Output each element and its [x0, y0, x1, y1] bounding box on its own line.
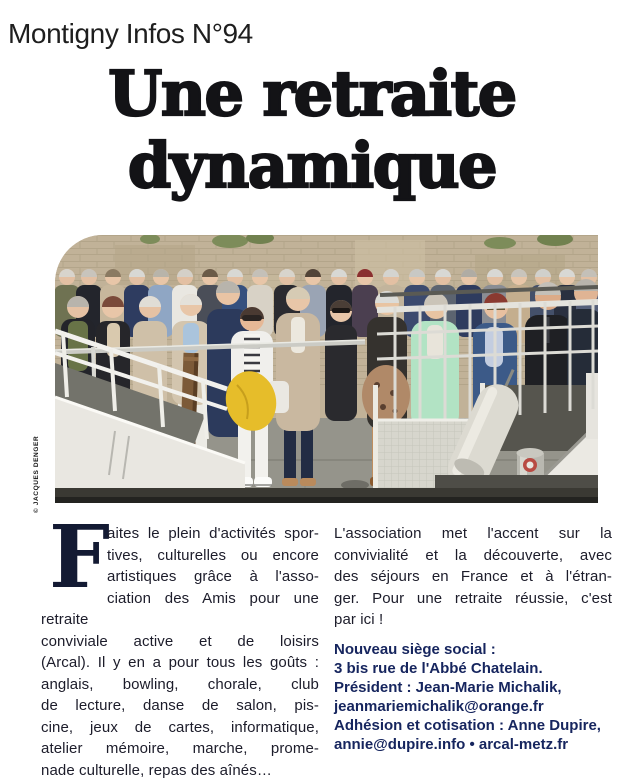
body-text-line: conviviale active et de loisirs — [41, 631, 319, 653]
group-photo-illustration — [55, 235, 598, 503]
body-text-line: ciation des Amis pour une retraite — [41, 588, 319, 631]
group-photo — [55, 235, 598, 503]
body-text-line: ger. Pour une retraite réussie, c'est — [334, 588, 612, 610]
body-text-line: par ici ! — [334, 609, 612, 631]
body-text-line: aites le plein d'activités spor- — [41, 523, 319, 545]
contact-text-line: annie@dupire.info • arcal-metz.fr — [334, 735, 612, 754]
headline-line-2: dynamique — [0, 130, 624, 202]
body-text-line: artistiques grâce à l'asso- — [41, 566, 319, 588]
contact-text-line: Nouveau siège social : — [334, 640, 612, 659]
body-text-line: tives, culturelles ou encore — [41, 545, 319, 567]
contact-text-line: Président : Jean-Marie Michalik, — [334, 678, 612, 697]
body-text-line: L'association met l'accent sur la — [334, 523, 612, 545]
column2-text — [334, 523, 612, 631]
body-text-line: nade culturelle, repas des aînés… — [41, 760, 319, 781]
contact-block — [334, 640, 612, 754]
article-headline — [0, 58, 624, 202]
drop-cap: F — [49, 526, 99, 590]
body-text-line: des séjours en France et à l'étran- — [334, 566, 612, 588]
contact-text-line: jeanmariemichalik@orange.fr — [334, 697, 612, 716]
article-column-2 — [334, 523, 612, 754]
body-text-line: anglais, bowling, chorale, club — [41, 674, 319, 696]
body-text-line: de lecture, danse de salon, pis- — [41, 695, 319, 717]
body-text-line: atelier mémoire, marche, prome- — [41, 738, 319, 760]
article-column-1 — [41, 523, 319, 781]
photo-credit: © JACQUES DENGER — [33, 436, 40, 513]
contact-text-line: 3 bis rue de l'Abbé Chatelain. — [334, 659, 612, 678]
body-text-line: (Arcal). Il y en a pour tous les goûts : — [41, 652, 319, 674]
contact-text-line: Adhésion et cotisation : Anne Dupire, — [334, 716, 612, 735]
headline-line-1: Une retraite — [0, 58, 624, 130]
body-text-line: convivialité et la découverte, avec — [334, 545, 612, 567]
body-text-line: cine, jeux de cartes, informatique, — [41, 717, 319, 739]
masthead-title: Montigny Infos N°94 — [8, 18, 253, 50]
